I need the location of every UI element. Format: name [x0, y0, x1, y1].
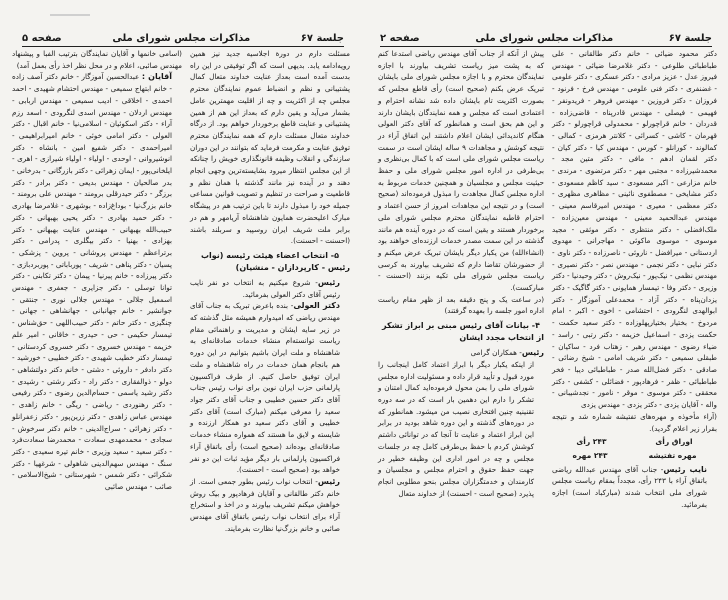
speaker-name: دکتر العولی [293, 301, 340, 311]
vote-value: ۲۴۳ رأی [576, 437, 607, 447]
speaker-name: رئیس [317, 476, 340, 486]
paragraph: (در ساعت یک و پنج دقیقه بعد از ظهر مقام ریاست اداره امور جلسه را بعهده گرفتند) [378, 294, 544, 316]
speaker-name: نایب رئیس [663, 464, 707, 474]
paragraph [190, 300, 350, 476]
session-number: صفحه ۲ [380, 33, 420, 44]
vote-value: ۲۴۳ مهره [572, 450, 608, 460]
vote-label: مهره تفتیشه [648, 450, 697, 460]
names-text: عبدالحسین آموزگار - خانم دکتر آصف زاده - خانم ابتهاج سمیعی - مهندس احتشام شهیدی - احمد احمدی - اخلاقی - ادیب سمیعی - مهندس اربابی - مهندس اردلان - مهندس اسدی لنگرودی - اسعد رزم آراء - دکتر اسکوئیان - اسلامی‌نیا - خانم اقبال - دکتر العولی - دکتر امامی خوئی - خانم امیرابراهیمی - امیراحمدی - دکتر شفیع امین - بانشاه - دکتر انوشیروانی - اوحدی - اولیاء - اولیاء شیرازی - اهری - ایلخانی‌پور - ایمان زهرائی - دکتر بازرگانی - بدرخانی - بدر صالحیان - مهندس بدیعی - دکتر برادر - دکتر برزگر - دکتر حیدرقلی برومند - مهندس علی برومند - خانم بزرگ‌نیا - بوداغ‌زاده - بوشهری - غلامرضا بهادری - دکتر حمید بهادری - دکتر یحیی بهبهانی - دکتر حبیب‌الله بهبهانی - مهندس عنایت بهبهانی - دکتر بهزادی - بهنیا - دکتر بیگلری - پدرامی - دکتر برتراعظم - مهندس پروشانی - پروین - پزشکی - پسیان - دکتر پناهی - شریف - پورباباتی - پوربردبازی - دکتر پیرزاده - خانم پیرنیا - پیمان - دکتر تکابنی - دکتر توانا توسلی - دکتر جزایری - جعفری - مهندس اسمعیل جلالی - مهندس جلالی نوری - جنتقی - جوانشیر - خانم جهانبانی - جهانشاهی - جهانی - چنگیزی - دکتر حاتم - دکتر حبیب‌اللهی - حق‌شناس - تیمسار حکیمی - حی - حیدری - خاقانی - امیر علم خزیمه - مهندس خسروی - دکتر خسروی کردستانی - تیمسار دکتر خطیب شهیدی - دکتر خطیبی - خورشید - دکتر دادفر - داروئی - دشتی - خانم دکتر دولتشاهی - دولو - ذوالفقاری - دکتر راد - دکتر رشتی - رشیدی - دکتر رشید یاسمی - حسام‌الدین رضوی - دکتر رفیعی - دکتر رهنوردی - ریاضی - ریگی - خانم زاهدی - مهندس عباس زاهدی - دکتر زرین‌پور - دکتر زعفرانلو - دکتر زهرائی - سراج‌الدینی - خانم دکتر سرخوش - سجادی - محمدمهدی سعادت - محمدرضا سعادت‌فرد - دکتر سعید - سعید وزیری - خانم تیره سعیدی - دکتر سنگ - مهندس سهم‌الدینی شاهولی - شرغهیا - دکتر شکرائی - دکتر شمس - شهرستانی - شیخ‌الاسلامی - صائب - مهندس صائبی [12, 72, 172, 492]
paragraph: پیش از آنکه از جناب آقای مهندس ریاضی استدعا کنم که به پشت میز ریاست تشریف بیاورند با اجازه نمایندگان محترم و با اجازه مجلس شورای ملی بایشان تبریک عرض بکنم (صحیح است) رأی قاطع مجلس که بصورت اکثریت تام بایشان داده شد نشانه احترام و اعتمادی است که مجلس و همه نمایندگان بایشان دارند و این هم بحق است و همانطور که آقای دکتر العولی هنگام کاندیدائی ایشان اعلام داشتند این اتفاق آراء در نتیجه کوشش و مجاهدات ۹ ساله ایشان است در سمت ریاست مجلس شورای ملی است که با کمال بی‌نظری و بی‌طرفی در اداره امور مجلس شورای ملی و حفظ حیثیت مجلس و مجلسیان و همچنین خدمات مربوط به اداره مجلس کمال مجاهدت را مبذول فرموده‌اند (صحیح است) و در نتیجه این مجاهدات امروز از حسن اعتماد و احترام قاطبه نمایندگان محترم مجلس شورای ملی برخوردار هستند و یقین است که در دوره آینده هم مانند گذشته در این سمت مصدر خدمات ارزنده‌ای خواهند بود (انشاءالله) من یکبار دیگر بایشان تبریک عرض میکنم و از حضورشان تقاضا دارم که تشریف بیاورند به کرسی ریاست مجلس شورای ملی تکیه بزنند (احسنت - مبارکست). [378, 49, 544, 293]
page-number: جلسة ۶۷ [668, 33, 712, 44]
speech-text: - جناب آقای مهندس عبدالله ریاضی باتفاق آراء با ۲۴۳ رأی، مجدداً بمقام ریاست مجلس شورای ملی انتخاب شدند (مبارکباد است) اجازه بفرمائید. [552, 464, 707, 509]
left-page-column-2 [12, 48, 182, 493]
speaker-name: رئیس [521, 348, 544, 358]
paragraph: مسئلت دارم در دورة اجلاسیه جدید نیز همین رویه‌ادامه یابد. بدیهی است که اگر توفیقی در این راه بدست آمده است بعداز عنایت خداوند متعال کمال پشتیبانی و نظم و انضباط عموم نمایندگان محترم مجلس چه از اکثریت و چه از اقلیت مهمترین عامل بشمار می‌آید و یقین دارم که بعداز این هم از همین پشتیبانی و عنایت قاطع برخوردار خواهم بود. از درگاه خداوند متعال مسئلت دارم که همه نمایندگان محترم توفیق عنایت و مکرمت فرماید که بتوانند در این دوران سازندگی و انقلاب وظیفه قانونگذاری خویش را چنانکه از این مجلس انتظار میرود بشایسته‌ترین وجهی انجام دهند و در آینده نیز مانند گذشته با همان نظم و قاطعیت و صراحت در تنظیم و تصویب قوانین مساعی جمیله خود را مبذول دارند تا باین ترتیب هم در پیشگاه مبارک اعلیحضرت همایون شاهنشاه آریامهر و هم در برابر ملت شریف ایران روسپید و سربلند باشند (احسنت - احسنت). [190, 49, 350, 246]
speech-text: - همکاران گرامی [470, 348, 522, 358]
names-list [12, 71, 182, 492]
running-title: مذاکرات مجلس شورای ملی [475, 33, 614, 44]
paragraph [190, 476, 350, 535]
right-page-column-2 [378, 48, 544, 499]
speech-text: - انتخاب نواب رئیس بطور جمعی است. از خانم دکتر طالقانی و آقایان فرهادپور و بیک روش خواهش میکنم تشریف بیاورند و در اخذ و استخراج آراء برای انتخاب نواب رئیس باتفاق آقای مهندس صائبی و خانم بزرگ‌نیا نظارت بفرمایند. [190, 476, 340, 533]
paragraph [190, 277, 350, 300]
speaker-line [378, 347, 544, 359]
names-label: آقایان : [141, 72, 172, 82]
speech-text: - شروع میکنیم به انتخاب دو نفر نایب رئیس آقای دکتر العولی بفرمائید. [190, 277, 340, 299]
running-title: مذاکرات مجلس شورای ملی [112, 33, 251, 44]
speech-text: - بنده باعرض تبریک به جناب آقای مهندس ریاضی که امیدوارم همیشه مثل گذشته که در زیر سایه ایشان و مدیریت و راهنمائی مقام ریاست توانسته‌ام منشاء خدمات صادقانه‌ای به شاهنشاه و ملت ایران باشیم بتوانیم در این دوره هم بانجام همان خدمات در راه شاهنشاه و ملت ایران توفیق حاصل کنیم. از طرف فراکسیون پارلمانی حزب ایران نوین برای نواب رئیس جناب آقای دکتر حسین خطیبی و جناب آقای دکتر جواد سعید را معرفی میکنم (مبارک است) آقای دکتر خطیبی و آقای دکتر سعید دو همکار ارزنده و شایسته و لایق ما هستند که همواره منشاء خدمات صادقانه‌ای بوده‌اند (صحیح است) رأی باتفاق آراء فراکسیون پارلمانی بار دیگر مؤید ثبات این دو نفر خواهد بود (صحیح است - احسنت). [190, 301, 340, 475]
paragraph: از اینکه یکبار دیگر با ابراز اعتماد کامل اینجانب را مورد قبول و تأیید قرار داده و مسئولیت اداره مجلس شورای ملی را بمن محول فرموده‌اید کمال امتنان و تشکر را دارم این دهمین بار است که در سه دوره تقنینیه چنین افتخاری نصیب من میشود. همانطور که در دوره‌های گذشته و این دوره شاهد بودید در برابر این ابراز اعتماد و عنایت تا آنجا که در توانائی داشتم کوشش کردم با حفظ بی‌طرفی کامل چه در جلسات مجلس و چه در امور اداری این وظیفه خطیر در جهت حفظ حقوق و احترام مجلس و مجلسیان و کارمندان و خدمتگزاران مجلس بنحو مطلوبی انجام پذیرد (صحیح است - احسنت) از خداوند متعال [378, 359, 534, 498]
paragraph [552, 464, 717, 511]
paragraph: (اسامی خانمها و آقایان نمایندگان بترتیب الفبا و پیشنهاد مهندس صائبی، اعلام و در محل نظر اخذ رأی بعمل آمد) [12, 49, 182, 70]
page-number: صفحه ۵ [22, 33, 62, 44]
session-number: جلسة ۶۷ [300, 33, 344, 44]
right-page [364, 0, 728, 600]
vote-row [552, 450, 717, 462]
vote-label: اوراق رأی [655, 437, 693, 447]
paragraph: (آراء مأخوذه و مهره‌های تفتیشه شماره شد و نتیجه بقرار زیر اعلام گردید). [552, 411, 717, 433]
section-heading: ۴- بیانات آقای رئیس مبنی بر ابراز تشکر از انتخاب مجدد ایشان [382, 321, 544, 343]
names-list: دکتر محمود ضیائی - خانم دکتر طالقانی - علی طباطبائی طلوعی - دکتر غلامرضا ضیائی - مهندس فیروز عدل - عزیز مرادی - دکتر عسکری - دکتر علومی - غضنفری - دکتر فنی علومی - مهندس فرخ - فرنود - فروزان - دکتر فروزین - مهندس فروهر - فریدونفر - فهیمی - فیصلی - مهندس قادرپناه - قاضی‌زاده - قدردان - خانم قراچورلو - محمدولی قراچورلو - دکتر قهرمان - کاشی - کسرائی - کلانتر هرمزی - کمالی - کمالوند - کورانلو - کورس - مهندس کیا - دکتر کیان - دکتر لقمان ادهم - مافی - دکتر متین مجد - محمدشیرزاده - مجتبی مهر - دکتر مرتضوی - مرندی - خانم مزارعی - اکبر مسعودی - سید کاظم مسعودی - دکتر مشایخی - مصطفوی نائینی - مظاهری مظهری - دکتر معظمی - معیری - مهندس امیرقاسم معینی - مهندس عبدالحمید معینی - مهندس معین‌زاده - ملک‌افضلی - دکتر منتظری - دکتر موثقی - مجید موسوی - موسوی ماکوئی - مهاجرانی - مهدوی اردستانی - میرافضل - ناروئی - ناصرزاده - دکتر ناوی - دکتر نبایی - دکتر نجمی - مهندس نصر - دکتر نصیری - مهندس نظمی - نیک‌پور - نیک‌روش - دکتر وحیدنیا - دکتر وزیری - دکتر وفا - تیمسار همایونی - دکتر گاگیک - دکتر یزدان‌پناه - دکتر آزاد - محمدعلی آموزگار - دکتر ابوالهدی لنگرودی - احتشامی - اخوی - اکبر - امام مردوخ - بختیار بختیارپهلوزاده - دکتر سعید حکمت - حکمت یزدی - اسماعیل خزیمه - دکتر رتبی - راسد - ضیاء رضوی - مهندس رهبر - زهتاب فرد - ساکیان - طبقلی سمیعی - دکتر شریف امامی - شیخ رضائی - صادقی - دکتر فضل‌الله صدر - طباطبائی دیبا - فخر طباطبائی - ظفر - فرهادپور - فضائلی - کشفی - دکتر محققی - دکتر موسوی - موقر - نامور - نجدشیبانی - واله - آقایان یزدی - دکتر یزدی - مهندس یزدی [552, 49, 717, 410]
right-page-column-1 [552, 48, 717, 510]
vote-row [552, 436, 717, 448]
left-page-column-1 [190, 48, 350, 534]
right-page-header [380, 28, 712, 47]
section-heading: ۵- انتخاب اعضاء هیئت رئیسه (نواب رئیس - کارپردازان - منشیان) [200, 250, 350, 272]
left-page-header [22, 28, 344, 47]
speaker-name: رئیس [317, 277, 340, 287]
